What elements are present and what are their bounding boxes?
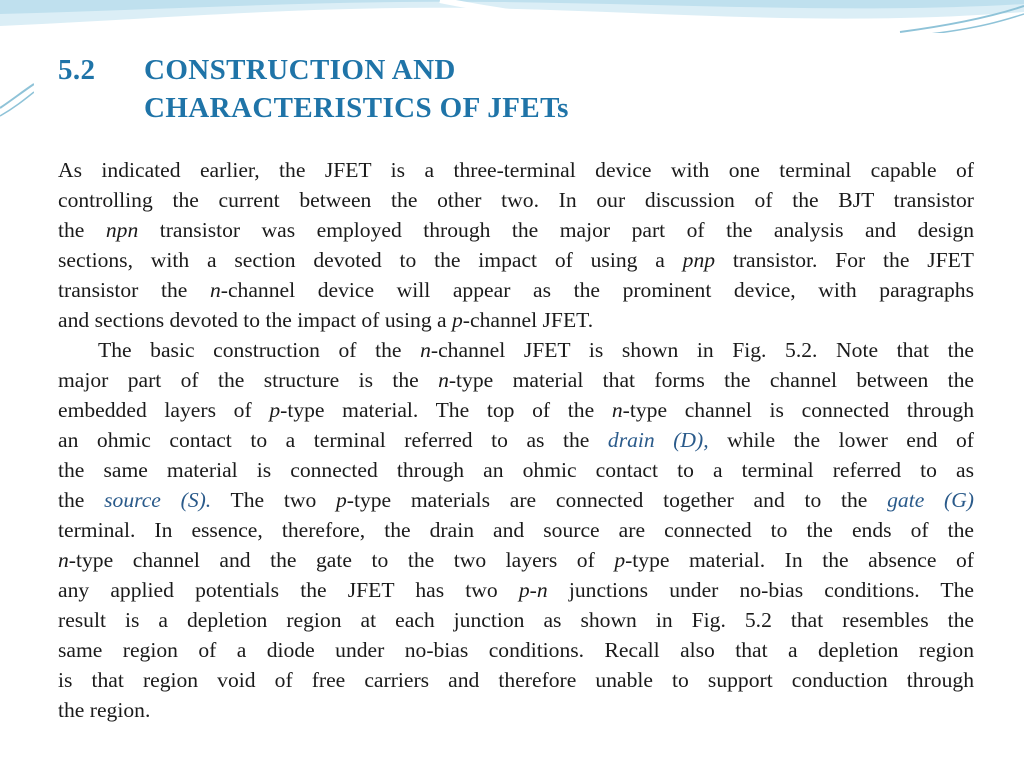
text-line [58,365,974,395]
text-run: embedded layers of [58,398,270,422]
text-run: -type channel is connected through [622,398,974,422]
text-run: sections, with a section devoted to the impact of using a [58,248,683,272]
italic-term: source (S). [104,488,212,512]
italic-term: p [614,548,626,572]
text-line [58,545,974,575]
italic-term: n [438,368,449,392]
italic-term: p [269,398,281,422]
italic-term: gate (G) [887,488,974,512]
text-line [58,275,974,305]
text-run: result is a depletion region at each junction as shown in Fig. 5.2 that resembles the [58,608,974,632]
text-run: major part of the structure is the [58,368,439,392]
text-run: the [58,488,105,512]
section-title-line-1: CONSTRUCTION AND [144,54,456,86]
text-line [58,245,974,275]
text-line [58,665,974,695]
text-line [58,215,974,245]
text-line [58,305,974,335]
text-line [58,515,974,545]
text-run: -channel JFET. [462,308,594,332]
text-run: -type channel and the gate to the two layers of [68,548,615,572]
text-line [58,575,974,605]
section-number: 5.2 [58,54,96,86]
text-line [58,425,974,455]
text-run: an ohmic contact to a terminal referred to as the [58,428,608,452]
italic-term: n [58,548,69,572]
text-run: junctions under no-bias conditions. The [547,578,974,602]
text-run: As indicated earlier, the JFET is a three-terminal device with one terminal capable of [58,158,974,182]
italic-term: p-n [518,578,548,602]
text-line [58,155,974,185]
section-title-line-2: CHARACTERISTICS OF JFETs [144,92,569,124]
text-line [58,635,974,665]
text-run: transistor. For the JFET [715,248,974,272]
text-run: -channel JFET is shown in Fig. 5.2. Note that the [430,338,974,362]
body-text [58,155,974,725]
text-run: transistor was employed through the major part of the analysis and design [138,218,974,242]
text-run: the same material is connected through an ohmic contact to a terminal referred to as [58,458,974,482]
italic-term: npn [105,218,139,242]
text-line [58,335,974,365]
text-run: the region. [58,698,151,722]
text-run: transistor the [58,278,210,302]
text-run: while the lower end of [708,428,974,452]
text-line [58,695,974,725]
italic-term: p [452,308,463,332]
text-line [58,395,974,425]
italic-term: n [611,398,623,422]
text-run: -type material. In the absence of [625,548,974,572]
text-run: is that region void of free carriers and therefore unable to support conduction through [58,668,974,692]
textbook-page [34,33,998,733]
italic-term: drain (D), [607,428,709,452]
text-line [58,485,974,515]
text-line [58,185,974,215]
text-run: -type material. The top of the [280,398,612,422]
text-run: -type materials are connected together and to the [346,488,888,512]
italic-term: n [420,338,431,362]
text-run: and sections devoted to the impact of using a [58,308,452,332]
text-run: controlling the current between the other two. In our discussion of the BJT transistor [58,188,974,212]
italic-term: p [335,488,347,512]
text-run: -type material that forms the channel between the [448,368,974,392]
text-run: the [58,218,106,242]
italic-term: n [209,278,221,302]
text-run: The two [211,488,336,512]
text-run: any applied potentials the JFET has two [58,578,519,602]
text-run: terminal. In essence, therefore, the drain and source are connected to the ends of the [58,518,974,542]
text-line [58,605,974,635]
italic-term: pnp [682,248,716,272]
text-run: The basic construction of the [98,338,421,362]
text-run: same region of a diode under no-bias conditions. Recall also that a depletion region [58,638,974,662]
text-line [58,455,974,485]
text-run: -channel device will appear as the prominent device, with paragraphs [220,278,974,302]
